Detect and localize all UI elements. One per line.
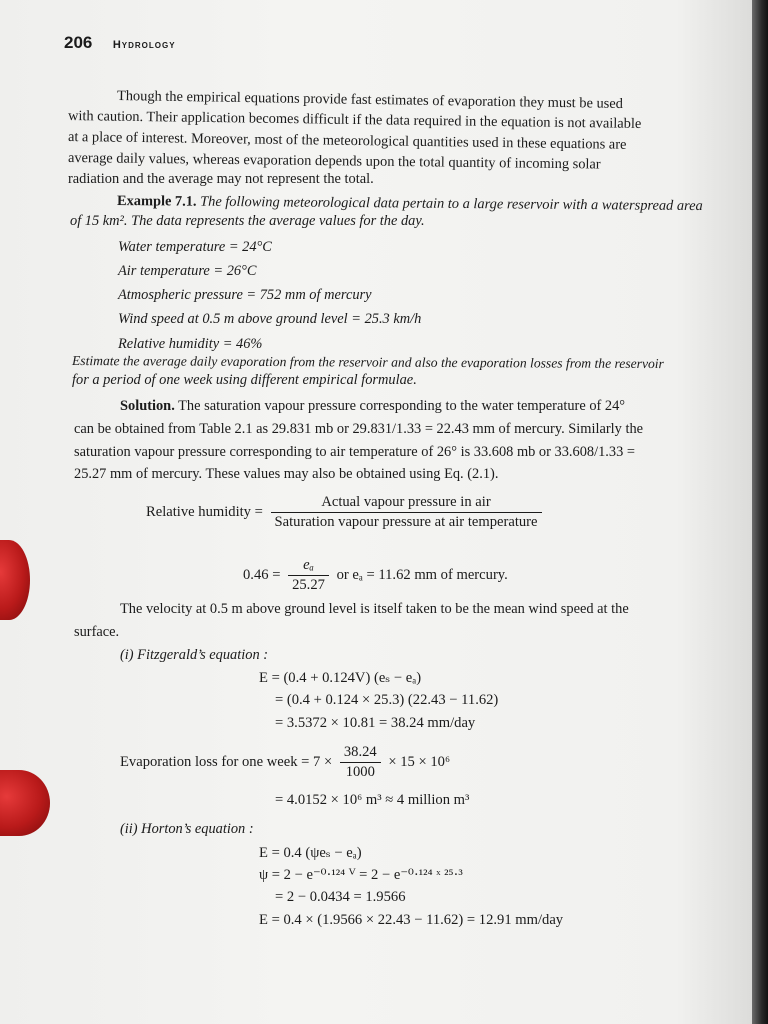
- solution-text-1: The saturation vapour pressure corresponding to the water temperature of 24°: [174, 398, 626, 414]
- horton-eq-3: = 2 − 0.0434 = 1.9566: [275, 889, 406, 905]
- thumb-shadow-top: [0, 540, 30, 620]
- rh-lhs: Relative humidity =: [146, 503, 263, 520]
- solution-line-2: can be obtained from Table 2.1 as 29.831 mb or 29.831/1.33 = 22.43 mm of mercury. Similarly the: [74, 421, 644, 437]
- rh-numerator: Actual vapour pressure in air: [271, 494, 542, 513]
- example-line-1: [117, 193, 703, 215]
- data-wind-speed: Wind speed at 0.5 m above ground level = 25.3 km/h: [118, 311, 422, 327]
- page-header: [64, 33, 176, 53]
- fitz-eq-3: = 3.5372 × 10.81 = 38.24 mm/day: [275, 715, 476, 731]
- ea-denominator: 25.27: [292, 577, 325, 593]
- ea-fraction: [288, 557, 329, 594]
- velocity-line-1: The velocity at 0.5 m above ground level is itself taken to be the mean wind speed at the: [120, 601, 629, 617]
- running-title: Hydrology: [112, 39, 176, 51]
- book-edge: [752, 0, 768, 1024]
- ea-numerator: eₐ: [288, 557, 329, 576]
- horton-eq-4: E = 0.4 × (1.9566 × 22.43 − 11.62) = 12.91 mm/day: [259, 912, 564, 928]
- fitz-eq-2: = (0.4 + 0.124 × 25.3) (22.43 − 11.62): [275, 692, 499, 708]
- loss-rhs: × 15 × 10⁶: [388, 753, 451, 770]
- page-number: 206: [64, 33, 93, 52]
- data-water-temp: Water temperature = 24°C: [118, 239, 272, 255]
- loss-lhs: Evaporation loss for one week = 7 ×: [120, 753, 333, 770]
- data-pressure: Atmospheric pressure = 752 mm of mercury: [118, 287, 372, 303]
- data-air-temp: Air temperature = 26°C: [118, 263, 257, 279]
- rh-fraction: [271, 494, 542, 531]
- solution-line-3: saturation vapour pressure corresponding to air temperature of 26° is 33.608 mb or 33.608/1.33 =: [74, 444, 635, 460]
- horton-eq-2: ψ = 2 − e⁻⁰·¹²⁴ ⱽ = 2 − e⁻⁰·¹²⁴ ˣ ²⁵·³: [259, 867, 463, 883]
- para1-line-3: at a place of interest. Moreover, most of the meteorological quantities used in these equations are: [67, 129, 627, 153]
- example-text-1: The following meteorological data pertain to a large reservoir with a waterspread area: [196, 193, 703, 215]
- solution-label: Solution.: [120, 398, 175, 414]
- solution-line-1: [120, 398, 625, 415]
- thumb-shadow-bottom: [0, 770, 50, 836]
- velocity-line-2: surface.: [74, 624, 120, 640]
- ea-equation: [243, 557, 508, 594]
- ea-lhs: 0.46 =: [243, 566, 281, 583]
- fitzgerald-heading: (i) Fitzgerald’s equation :: [120, 647, 269, 663]
- loss-denominator: 1000: [345, 764, 375, 780]
- rh-equation: [146, 494, 546, 531]
- rh-denominator: Saturation vapour pressure at air temperature: [274, 514, 538, 530]
- horton-eq-1: E = 0.4 (ψeₛ − eₐ): [259, 845, 362, 861]
- example-line-2: of 15 km². The data represents the average values for the day.: [70, 213, 425, 229]
- loss-fraction: [340, 744, 381, 781]
- example-label: Example 7.1.: [116, 193, 197, 210]
- data-humidity: Relative humidity = 46%: [118, 336, 263, 352]
- task-line-2: for a period of one week using different empirical formulae.: [72, 372, 417, 388]
- para1-line-2: with caution. Their application becomes difficult if the data required in the equation is not available: [67, 108, 642, 133]
- para1-line-5: radiation and the average may not represent the total.: [68, 171, 374, 187]
- para1-line-4: average daily values, whereas evaporation depends upon the total quantity of incoming solar: [67, 150, 601, 173]
- solution-line-4: 25.27 mm of mercury. These values may also be obtained using Eq. (2.1).: [74, 466, 499, 482]
- loss-equation: [120, 744, 450, 781]
- ea-rhs: or eₐ = 11.62 mm of mercury.: [336, 566, 508, 583]
- fitz-eq-1: E = (0.4 + 0.124V) (eₛ − eₐ): [259, 670, 422, 686]
- loss-numerator: 38.24: [340, 744, 381, 763]
- loss-result: = 4.0152 × 10⁶ m³ ≈ 4 million m³: [275, 792, 470, 808]
- horton-heading: (ii) Horton’s equation :: [120, 821, 254, 837]
- para1-line-1: Though the empirical equations provide fast estimates of evaporation they must be used: [116, 88, 624, 112]
- task-line-1: Estimate the average daily evaporation from the reservoir and also the evaporation losses from the reservoir: [71, 353, 664, 372]
